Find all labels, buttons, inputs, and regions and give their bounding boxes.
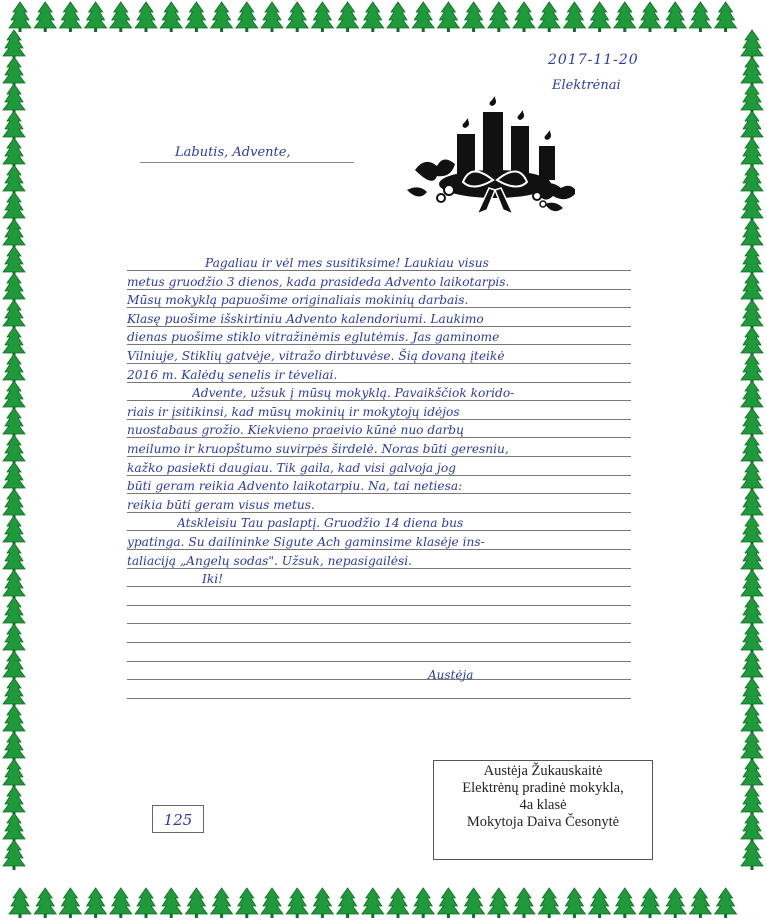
christmas-tree-icon (463, 2, 485, 32)
christmas-tree-icon (160, 888, 182, 918)
christmas-tree-icon (741, 651, 763, 681)
christmas-tree-icon (3, 381, 25, 411)
christmas-tree-icon (3, 705, 25, 735)
christmas-tree-icon (261, 2, 283, 32)
christmas-tree-icon (741, 354, 763, 384)
christmas-tree-icon (614, 2, 636, 32)
christmas-tree-icon (741, 759, 763, 789)
christmas-tree-icon (9, 2, 31, 32)
greeting-rule (140, 162, 354, 163)
christmas-tree-icon (538, 2, 560, 32)
christmas-tree-icon (741, 408, 763, 438)
letter-line: riais ir įsitikinsi, kad mūsų mokinių ir mokytojų idėjos (127, 404, 460, 419)
christmas-tree-icon (3, 30, 25, 60)
christmas-tree-icon (337, 888, 359, 918)
christmas-tree-icon (3, 111, 25, 141)
christmas-tree-icon (3, 543, 25, 573)
christmas-tree-icon (3, 516, 25, 546)
letter-line: metus gruodžio 3 dienos, kada prasideda Advento laikotarpis. (127, 274, 510, 289)
christmas-tree-icon (412, 888, 434, 918)
christmas-tree-icon (741, 111, 763, 141)
christmas-tree-icon (311, 888, 333, 918)
christmas-tree-icon (437, 888, 459, 918)
christmas-tree-icon (589, 888, 611, 918)
christmas-tree-icon (741, 489, 763, 519)
christmas-tree-icon (211, 2, 233, 32)
christmas-tree-icon (741, 462, 763, 492)
christmas-tree-icon (563, 888, 585, 918)
christmas-tree-icon (437, 2, 459, 32)
christmas-tree-icon (185, 888, 207, 918)
christmas-tree-icon (741, 624, 763, 654)
christmas-tree-icon (135, 2, 157, 32)
christmas-tree-icon (9, 888, 31, 918)
christmas-tree-icon (614, 888, 636, 918)
author-info-box (433, 760, 653, 860)
christmas-tree-icon (236, 2, 258, 32)
christmas-tree-icon (3, 678, 25, 708)
christmas-tree-icon (741, 246, 763, 276)
christmas-tree-icon (639, 888, 661, 918)
christmas-tree-icon (3, 786, 25, 816)
christmas-tree-icon (741, 192, 763, 222)
christmas-tree-icon (741, 57, 763, 87)
christmas-tree-icon (741, 786, 763, 816)
letter-signature: Austėja (428, 668, 474, 682)
christmas-tree-icon (741, 840, 763, 870)
christmas-tree-icon (741, 678, 763, 708)
christmas-tree-icon (3, 570, 25, 600)
christmas-tree-icon (85, 888, 107, 918)
christmas-tree-icon (741, 570, 763, 600)
page-number-box: 125 (152, 805, 204, 833)
christmas-tree-icon (3, 327, 25, 357)
author-name: Austėja Žukauskaitė (483, 763, 603, 779)
letter-line: Pagaliau ir vėl mes susitiksime! Laukiau visus (205, 256, 489, 270)
christmas-tree-icon (3, 57, 25, 87)
christmas-tree-icon (261, 888, 283, 918)
christmas-tree-icon (3, 462, 25, 492)
letter-line: būti geram reikia Advento laikotarpiu. Na, tai netiesa: (127, 479, 463, 494)
christmas-tree-icon (741, 381, 763, 411)
christmas-tree-icon (3, 759, 25, 789)
christmas-tree-icon (488, 2, 510, 32)
christmas-tree-icon (34, 888, 56, 918)
christmas-tree-icon (3, 435, 25, 465)
ruled-line (127, 623, 631, 624)
christmas-tree-icon (337, 2, 359, 32)
christmas-tree-icon (689, 2, 711, 32)
letter-line: Mūsų mokyklą papuošime originaliais mokinių darbais. (127, 293, 469, 308)
letter-date: 2017-11-20 (548, 52, 639, 68)
letter-line: Atskleisiu Tau paslaptį. Gruodžio 14 diena bus (177, 516, 464, 531)
christmas-tree-icon (741, 435, 763, 465)
christmas-tree-icon (3, 246, 25, 276)
christmas-tree-icon (3, 813, 25, 843)
ruled-line (127, 605, 631, 606)
letter-line: meilumo ir kruopštumo suvirpės širdelė. Noras būti geresniu, (127, 442, 509, 456)
christmas-tree-icon (538, 888, 560, 918)
letter-line: Advente, užsuk į mūsų mokyklą. Pavaikščiok korido- (192, 386, 515, 401)
christmas-tree-icon (412, 2, 434, 32)
christmas-tree-icon (741, 84, 763, 114)
christmas-tree-icon (639, 2, 661, 32)
christmas-tree-icon (664, 888, 686, 918)
christmas-tree-icon (3, 300, 25, 330)
christmas-tree-icon (488, 888, 510, 918)
christmas-tree-icon (3, 273, 25, 303)
christmas-tree-icon (286, 888, 308, 918)
christmas-tree-icon (589, 2, 611, 32)
christmas-tree-icon (362, 888, 384, 918)
letter-line: 2016 m. Kalėdų senelis ir tėveliai. (127, 367, 338, 382)
ruled-line (127, 661, 631, 662)
christmas-tree-icon (741, 273, 763, 303)
christmas-tree-icon (286, 2, 308, 32)
christmas-tree-icon (3, 408, 25, 438)
christmas-tree-icon (741, 138, 763, 168)
christmas-tree-icon (387, 888, 409, 918)
letter-line: nuostabaus grožio. Kiekvieno praeivio kūnė nuo darbų (127, 423, 464, 438)
christmas-tree-icon (689, 888, 711, 918)
christmas-tree-icon (741, 732, 763, 762)
letter-line: ypatinga. Su dailininke Sigute Ach gaminsime klasėje ins- (127, 535, 485, 549)
christmas-tree-icon (160, 2, 182, 32)
christmas-tree-icon (34, 2, 56, 32)
christmas-tree-icon (59, 888, 81, 918)
christmas-tree-icon (3, 138, 25, 168)
school-name: Elektrėnų pradinė mokykla, (462, 780, 624, 796)
christmas-tree-icon (513, 2, 535, 32)
christmas-tree-icon (513, 888, 535, 918)
advent-candles-wreath-icon (405, 92, 575, 222)
christmas-tree-icon (3, 840, 25, 870)
christmas-tree-icon (715, 2, 737, 32)
christmas-tree-icon (236, 888, 258, 918)
christmas-tree-icon (110, 888, 132, 918)
christmas-tree-icon (3, 651, 25, 681)
christmas-tree-icon (741, 813, 763, 843)
christmas-tree-icon (59, 2, 81, 32)
christmas-tree-icon (741, 516, 763, 546)
christmas-tree-icon (3, 219, 25, 249)
christmas-tree-icon (741, 300, 763, 330)
letter-line: kažko pasiekti daugiau. Tik gaila, kad visi galvoja jog (127, 460, 456, 475)
teacher-name: Mokytoja Daiva Česonytė (466, 814, 620, 830)
christmas-tree-icon (741, 30, 763, 60)
letter-line: taliaciją „Angelų sodas". Užsuk, nepasigailėsi. (127, 553, 413, 568)
christmas-tree-icon (741, 543, 763, 573)
letter-line: dienas puošime stiklo vitražinėmis eglutėmis. Jas gaminome (127, 330, 500, 345)
letter-line: Iki! (202, 572, 223, 587)
christmas-tree-icon (3, 165, 25, 195)
ruled-line (127, 698, 631, 699)
christmas-tree-icon (664, 2, 686, 32)
ruled-line (127, 679, 631, 680)
christmas-tree-icon (463, 888, 485, 918)
christmas-tree-icon (135, 888, 157, 918)
christmas-tree-icon (715, 888, 737, 918)
christmas-tree-icon (3, 732, 25, 762)
christmas-tree-icon (563, 2, 585, 32)
class-name: 4a klasė (519, 797, 567, 813)
ruled-line (127, 642, 631, 643)
christmas-tree-icon (3, 489, 25, 519)
christmas-tree-icon (3, 597, 25, 627)
letter-place: Elektrėnai (552, 78, 621, 93)
christmas-tree-icon (185, 2, 207, 32)
letter-line: Klasę puošime išskirtiniu Advento kalendoriumi. Laukimo (127, 311, 484, 326)
christmas-tree-icon (3, 624, 25, 654)
christmas-tree-icon (211, 888, 233, 918)
christmas-tree-icon (741, 165, 763, 195)
christmas-tree-icon (362, 2, 384, 32)
christmas-tree-icon (3, 84, 25, 114)
christmas-tree-icon (741, 597, 763, 627)
letter-line: reikia būti geram visus metus. (127, 497, 315, 512)
christmas-tree-icon (741, 219, 763, 249)
letter-greeting: Labutis, Advente, (175, 145, 291, 160)
christmas-tree-icon (85, 2, 107, 32)
christmas-tree-icon (110, 2, 132, 32)
christmas-tree-icon (311, 2, 333, 32)
christmas-tree-icon (741, 327, 763, 357)
letter-line: Vilniuje, Stiklių gatvėje, vitražo dirbtuvėse. Šią dovaną įteikė (127, 349, 505, 363)
christmas-tree-icon (741, 705, 763, 735)
christmas-tree-icon (3, 354, 25, 384)
christmas-tree-icon (387, 2, 409, 32)
christmas-tree-icon (3, 192, 25, 222)
